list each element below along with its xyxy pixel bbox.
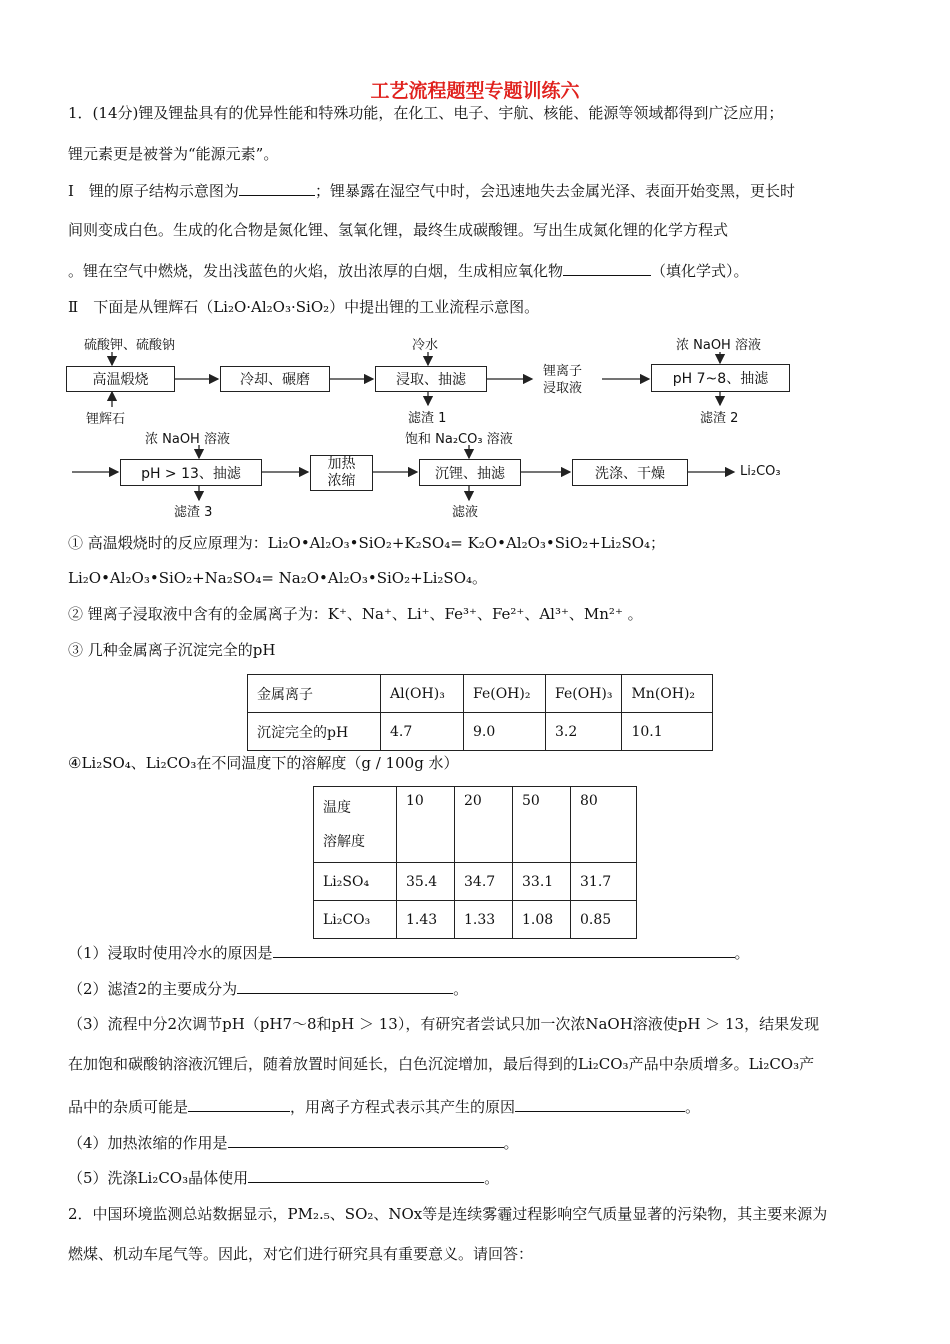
table-cell: 1.43 (397, 901, 455, 939)
input-cold-water: 冷水 (412, 338, 439, 353)
table-cell: 1.33 (455, 901, 513, 939)
step-cool-grind: 冷却、碾磨 (220, 366, 330, 392)
table-cell: 33.1 (513, 863, 571, 901)
question-5-text: （5）洗涤Li₂CO₃晶体使用 (68, 1169, 249, 1187)
note-1b: Li₂O•Al₂O₃•SiO₂+Na₂SO₄= Na₂O•Al₂O₃•SiO₂+Li₂SO₄。 (68, 569, 488, 587)
input-naoh-2: 浓 NaOH 溶液 (145, 432, 230, 447)
step-precipitate: 沉锂、抽滤 (419, 459, 521, 486)
question-1-end: 。 (734, 944, 750, 962)
question-4 (68, 1132, 519, 1153)
step-concentrate-label: 浓缩 (327, 473, 356, 489)
output-residue-3: 滤渣 3 (174, 505, 213, 520)
question-2 (68, 978, 468, 999)
page-title: 工艺流程题型专题训练六 (370, 80, 580, 102)
note-1a: ① 高温煅烧时的反应原理为：Li₂O•Al₂O₃•SiO₂+K₂SO₄= K₂O•Al₂O₃•SiO₂+Li₂SO₄； (68, 534, 666, 552)
flow-arrows (0, 0, 950, 530)
solubility-table (313, 786, 637, 939)
q1-part1-line3a: 。锂在空气中燃烧，发出浅蓝色的火焰，放出浓厚的白烟，生成相应氧化物 (68, 262, 564, 280)
question-5-end: 。 (484, 1169, 500, 1187)
product-li2co3: Li₂CO₃ (740, 464, 781, 479)
table-cell: Al(OH)₃ (381, 675, 464, 713)
question-1 (68, 942, 750, 963)
answer-blank[interactable] (228, 1132, 504, 1148)
table-row (314, 901, 637, 939)
input-sulfates: 硫酸钾、硫酸钠 (84, 338, 176, 353)
table-cell: Fe(OH)₃ (546, 675, 622, 713)
table-cell: 9.0 (464, 713, 546, 751)
table-cell: 50 (513, 787, 571, 863)
answer-blank[interactable] (188, 1096, 290, 1112)
step-heat-concentrate (310, 455, 373, 491)
q2-line1: 2．中国环境监测总站数据显示，PM₂.₅、SO₂、NOx等是连续雾霾过程影响空气质量显著的污染物，其主要来源为 (68, 1205, 828, 1223)
output-filtrate: 滤液 (452, 505, 479, 520)
output-residue-1: 滤渣 1 (408, 411, 447, 426)
table-cell: 金属离子 (248, 675, 381, 713)
question-3-line2: 在加饱和碳酸钠溶液沉锂后，随着放置时间延长，白色沉淀增加，最后得到的Li₂CO₃产品中杂质增多。Li₂CO₃产 (68, 1055, 815, 1073)
intermediate-label-2: 浸取液 (543, 381, 583, 396)
table-cell: 35.4 (397, 863, 455, 901)
question-4-text: （4）加热浓缩的作用是 (68, 1134, 228, 1152)
note-2: ② 锂离子浸取液中含有的金属离子为：K⁺、Na⁺、Li⁺、Fe³⁺、Fe²⁺、Al³⁺、Mn²⁺ 。 (68, 605, 643, 623)
q1-line2: 锂元素更是被誉为“能源元素”。 (68, 145, 279, 163)
question-3-end: 。 (685, 1098, 701, 1116)
q1-part1-line2: 间则变成白色。生成的化合物是氮化锂、氢氧化锂，最终生成碳酸锂。写出生成氮化锂的化学方程式 (68, 221, 729, 239)
input-na2co3: 饱和 Na₂CO₃ 溶液 (405, 432, 513, 447)
input-naoh-1: 浓 NaOH 溶液 (676, 338, 761, 353)
output-residue-2: 滤渣 2 (700, 411, 739, 426)
table-cell: 31.7 (571, 863, 637, 901)
table-cell: Li₂CO₃ (314, 901, 397, 939)
table-cell: Mn(OH)₂ (622, 675, 713, 713)
intermediate-label-1: 锂离子 (543, 364, 583, 379)
q1-line1: 1．(14分)锂及锂盐具有的优异性能和特殊功能，在化工、电子、宇航、核能、能源等领域都得到广泛应用； (68, 104, 784, 122)
table-cell: Li₂SO₄ (314, 863, 397, 901)
temp-label: 温度 (323, 799, 351, 816)
question-3-text-a: 品中的杂质可能是 (68, 1098, 189, 1116)
table-cell: 0.85 (571, 901, 637, 939)
question-3-text-b: ，用离子方程式表示其产生的原因 (290, 1098, 516, 1116)
question-3-line1: （3）流程中分2次调节pH（pH7～8和pH ＞ 13），有研究者尝试只加一次浓NaOH溶液使pH ＞ 13，结果发现 (68, 1015, 820, 1033)
ph-table (247, 674, 713, 751)
table-cell: 10.1 (622, 713, 713, 751)
q1-part1-b: ；锂暴露在湿空气中时，会迅速地失去金属光泽、表面开始变黑，更长时 (314, 182, 795, 200)
table-cell: 34.7 (455, 863, 513, 901)
note-3: ③ 几种金属离子沉淀完全的pH (68, 641, 276, 659)
table-cell: Fe(OH)₂ (464, 675, 546, 713)
table-cell: 3.2 (546, 713, 622, 751)
table-cell: 80 (571, 787, 637, 863)
q1-part1-line3b: （填化学式）。 (651, 262, 749, 280)
q1-part1-a: Ⅰ 锂的原子结构示意图为 (68, 182, 239, 200)
ph-table-header (248, 675, 713, 713)
table-cell: 沉淀完全的pH (248, 713, 381, 751)
step-heat-label: 加热 (327, 456, 356, 472)
question-3-line3 (68, 1096, 700, 1117)
question-2-text: （2）滤渣2的主要成分为 (68, 980, 238, 998)
table-cell: 4.7 (381, 713, 464, 751)
answer-blank[interactable] (273, 942, 735, 958)
table-cell: 10 (397, 787, 455, 863)
solubility-header (314, 787, 637, 863)
table-cell: 1.08 (513, 901, 571, 939)
step-wash-dry: 洗涤、干燥 (572, 459, 688, 486)
solubility-label: 溶解度 (323, 833, 365, 850)
answer-blank[interactable] (248, 1167, 484, 1183)
question-1-text: （1）浸取时使用冷水的原因是 (68, 944, 273, 962)
question-2-end: 。 (453, 980, 469, 998)
table-cell: 20 (455, 787, 513, 863)
answer-blank[interactable] (237, 978, 453, 994)
q1-part2: Ⅱ 下面是从锂辉石（Li₂O·Al₂O₃·SiO₂）中提出锂的工业流程示意图。 (68, 298, 540, 316)
table-row (314, 863, 637, 901)
step-ph7-8: pH 7~8、抽滤 (651, 364, 790, 392)
question-5 (68, 1167, 499, 1188)
answer-blank[interactable] (515, 1096, 685, 1112)
step-ph13: pH > 13、抽滤 (120, 459, 262, 486)
question-4-end: 。 (503, 1134, 519, 1152)
input-spodumene: 锂辉石 (86, 412, 126, 427)
note-4: ④Li₂SO₄、Li₂CO₃在不同温度下的溶解度（g / 100g 水） (68, 754, 459, 772)
ph-table-row (248, 713, 713, 751)
table-header-cell (314, 787, 397, 863)
q2-line2: 燃煤、机动车尾气等。因此，对它们进行研究具有重要意义。请回答： (68, 1245, 534, 1263)
step-leach-filter: 浸取、抽滤 (375, 366, 487, 392)
step-calcine: 高温煅烧 (66, 366, 175, 392)
